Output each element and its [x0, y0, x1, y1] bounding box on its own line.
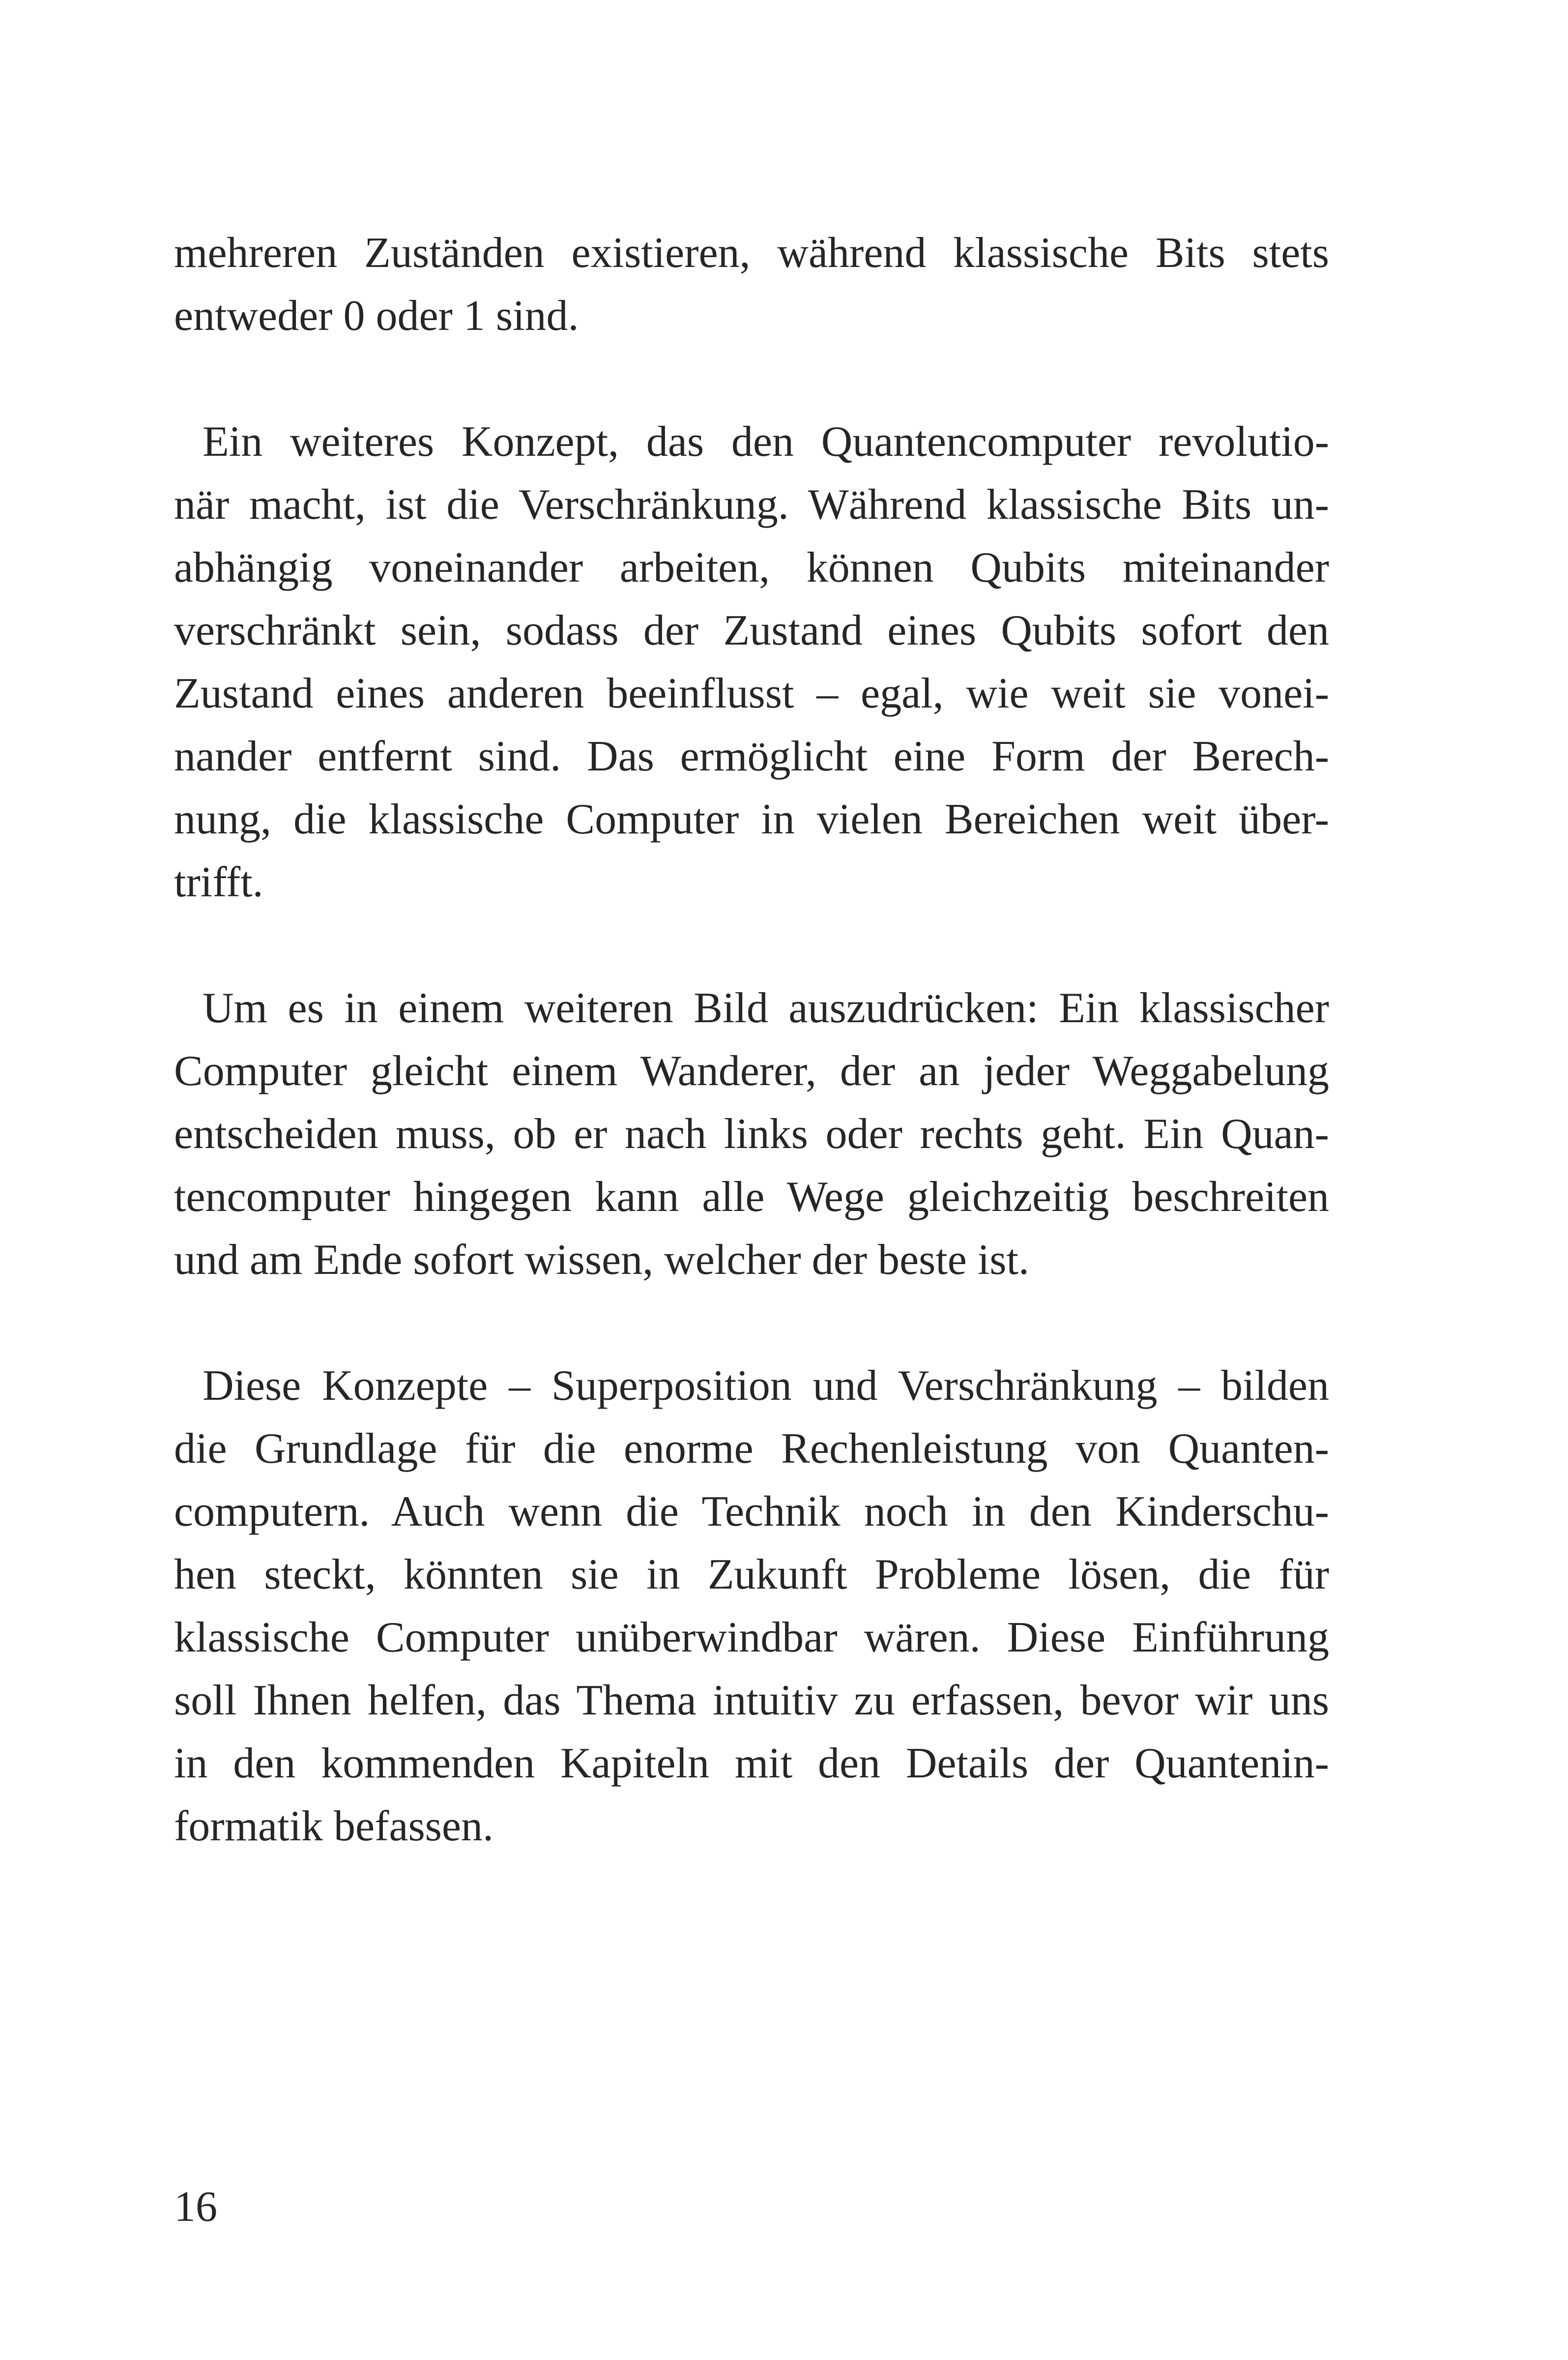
text-line: nander entfernt sind. Das ermöglicht eine Form der Berech- — [174, 733, 1329, 780]
text-line: klassische Computer unüberwindbar wären. Diese Einführung — [174, 1614, 1329, 1661]
paragraph-continuation — [174, 222, 1329, 348]
text-line: entweder 0 oder 1 sind. — [174, 292, 579, 340]
text-line: und am Ende sofort wissen, welcher der beste ist. — [174, 1236, 1029, 1284]
text-line: in den kommenden Kapiteln mit den Details der Quantenin- — [174, 1740, 1329, 1787]
text-line: nung, die klassische Computer in vielen Bereichen weit über- — [174, 796, 1329, 843]
text-line: soll Ihnen helfen, das Thema intuitiv zu erfassen, bevor wir uns — [174, 1677, 1329, 1724]
text-line: hen steckt, könnten sie in Zukunft Probleme lösen, die für — [174, 1551, 1329, 1598]
page-number: 16 — [174, 2183, 217, 2231]
text-line: Zustand eines anderen beeinflusst – egal, wie weit sie vonei- — [174, 670, 1329, 717]
text-line: Computer gleicht einem Wanderer, der an jeder Weggabelung — [174, 1047, 1329, 1095]
text-line: computern. Auch wenn die Technik noch in den Kinderschu- — [174, 1488, 1329, 1535]
paragraph-entanglement — [174, 411, 1329, 914]
text-line: Ein weiteres Konzept, das den Quantencomputer revolutio- — [203, 418, 1329, 466]
text-line: trifft. — [174, 858, 263, 906]
text-line: die Grundlage für die enorme Rechenleistung von Quanten- — [174, 1425, 1329, 1473]
text-line: Diese Konzepte – Superposition und Verschränkung – bilden — [203, 1362, 1329, 1410]
paragraph-concepts — [174, 1355, 1329, 1858]
text-line: Um es in einem weiteren Bild auszudrücken: Ein klassischer — [203, 984, 1329, 1032]
text-line: tencomputer hingegen kann alle Wege gleichzeitig beschreiten — [174, 1173, 1329, 1221]
text-line: när macht, ist die Verschränkung. Während klassische Bits un- — [174, 481, 1329, 529]
text-line: entscheiden muss, ob er nach links oder rechts geht. Ein Quan- — [174, 1110, 1329, 1158]
text-line: verschränkt sein, sodass der Zustand eines Qubits sofort den — [174, 607, 1329, 654]
text-line: mehreren Zuständen existieren, während klassische Bits stets — [174, 229, 1329, 277]
paragraph-wanderer — [174, 977, 1329, 1292]
text-line: formatik befassen. — [174, 1802, 494, 1850]
text-line: abhängig voneinander arbeiten, können Qubits miteinander — [174, 544, 1329, 591]
